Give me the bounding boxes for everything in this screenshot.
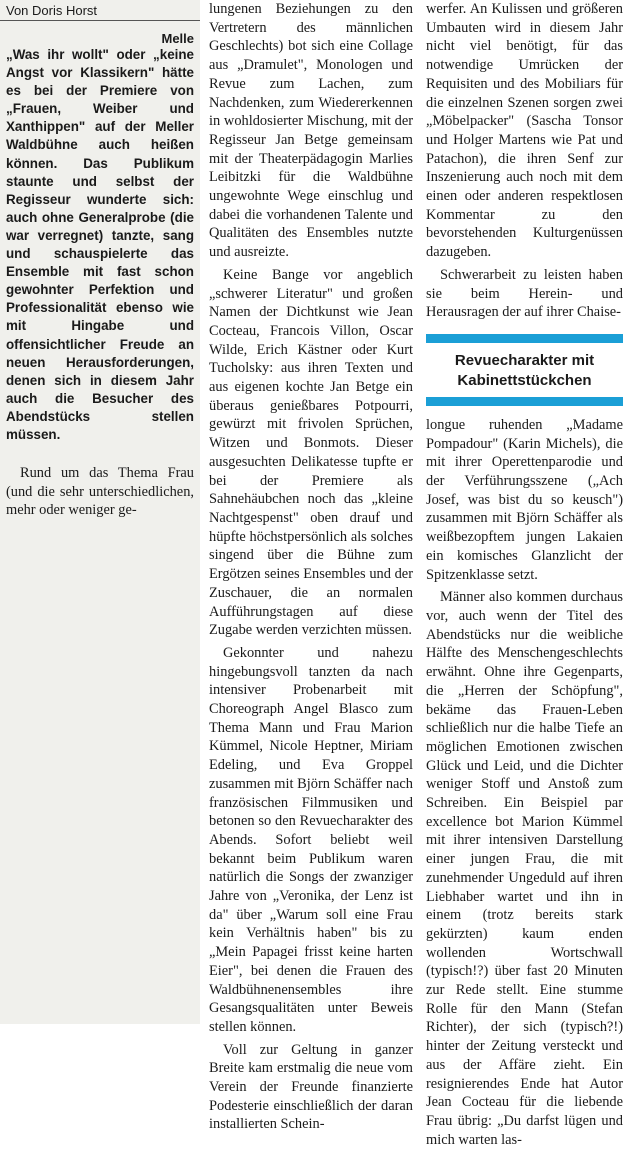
byline: Von Doris Horst bbox=[0, 0, 200, 21]
column-1 bbox=[0, 0, 200, 1024]
body-paragraph: Gekonnter und nahezu hingebungsvoll tanzten da nach intensiver Probenarbeit mit Choreograph Angel Blasco zum Thema Mann und Frau Marion Kümmel, Nicole Heptner, Miriam Edeling, und Eva Groppel zusammen mit Björn Schäffer nach französischen Filmmusiken und betonen so den Revuecharakter des Abends. Sofort beliebt weil bekannt beim Publikum waren natürlich die Songs der zwanziger Jahre von „Veronika, der Lenz ist da" über „Warum soll eine Frau kein Verhältnis haben" bis zu „Mein Papagei frisst keine harten Eier", bei denen die Frauen des Waldbühnenensembles ihre Gesangsqualitäten unter Beweis stellen können. bbox=[209, 644, 413, 1035]
body-paragraph: Voll zur Geltung in ganzer Breite kam erstmalig die neue vom Verein der Freunde finanzierte Podesterie einschließlich der daran installierten Schein- bbox=[209, 1041, 413, 1133]
body-paragraph: Schwerarbeit zu leisten haben sie beim Herein- und Herausragen der auf ihrer Chaise- bbox=[426, 266, 623, 321]
accent-rule-bottom bbox=[426, 397, 623, 406]
body-paragraph: longue ruhenden „Madame Pompadour" (Karin Michels), die mit ihrer Operettenparodie und der Verführungsszene („Ach Josef, was bist du so keusch") zusammen mit Björn Schäffer als weißbezopftem jungen Lakaien ein komisches Glanzlicht der Spitzenklasse setzt. bbox=[426, 416, 623, 583]
column-2 bbox=[205, 0, 417, 1133]
body-paragraph: Rund um das Thema Frau (und die sehr unterschiedlichen, mehr oder weniger ge- bbox=[6, 465, 194, 519]
body-paragraph: Keine Bange vor angeblich „schwerer Literatur" und großen Namen der Dichtkunst wie Jean Cocteau, Francois Villon, Oscar Wilde, Erich Kästner oder Kurt Tucholsky: aus ihren Texten und aus eigenen kochte Jan Betge ein überaus genießbares Potpourri, gewürzt mit frivolen Sprüchen, Witzen und Bonmots. Dieser ausgesuchten Delikatesse tupfte er bei der Premiere als Sahnehäubchen noch das „kleine Nachtgespenst" oben drauf und hüpfte höchstpersönlich als solches singend über die Bühne zum Ergötzen seines Ensembles und der Zuschauer, die an normalen Aufführungstagen auf diese Zugabe werden verzichten müssen. bbox=[209, 266, 413, 639]
dateline: Melle bbox=[161, 31, 194, 46]
body-paragraph: Männer also kommen durchaus vor, auch wenn der Titel des Abendstücks nur die weibliche Hälfte des Menschengeschlechts erwähnt. Ohne ihre Gegenparts, die „Herren der Schöpfung", bekäme das Frauen-Leben schließlich nur die halbe Tiefe an möglichen Emotionen zwischen Glück und Leid, und die Dichter weniger Stoff und Anstoß zum Schreiben. Ein Beispiel par excellence bot Marion Kümmel mit ihrer intensiven Darstellung einer jungen Frau, die mit zunehmender Ungeduld auf ihren Liebhaber wartet und ihn in einem (trotz bereits stark gekürzten) kaum enden wollenden Wortschwall (typisch!?) über fast 20 Minuten zur Rede stellt. Eine stumme Rolle für den Mann (Stefan Richter), der sich (typisch?!) hinter der Zeitung versteckt und aus der Affäre zieht. Ein resignierendes Ende hat Autor Jean Cocteau für die liebende Frau übrig: „Du darfst lügen und mich warten las- bbox=[426, 589, 623, 1148]
column-3 bbox=[422, 0, 627, 1148]
lead-paragraph: „Was ihr wollt" oder „keine Angst vor Klassikern" hätte es bei der Premiere von „Frauen, Weiber und Xanthippen" auf der Meller Waldbühne auch heißen können. Das Publikum staunte und selbst der Regisseur wunderte sich: auch ohne Generalprobe (die war verregnet) tanzte, sang und schauspielerte das Ensemble mit fast schon gewohnter Perfektion und Professionalität ebenso wie mit Hingabe und offensichtlicher Freude an neuen Herausforderungen, denen sich in diesem Jahr auch die Besucher des Abendstücks stellen müssen. bbox=[6, 47, 194, 442]
body-paragraph: werfer. An Kulissen und größeren Umbauten wird in diesem Jahr nicht viel benötigt, für das notwendige Umrücken der Requisiten und des Mobiliars für die einzelnen Szenen sorgen zwei „Möbelpacker" (Sascha Tonsor und Holger Martens wie Pat und Patachon), die ihren Senf zur Inszenierung auch noch mit dem einen oder anderen respektlosen Kommentar zu den bevorstehenden Kulturgenüssen dazugeben. bbox=[426, 1, 623, 261]
subheadline: Revuecharakter mit Kabinettstückchen bbox=[454, 351, 595, 389]
accent-rule-top bbox=[426, 334, 623, 343]
body-paragraph: lungenen Beziehungen zu den Vertretern des männlichen Geschlechts) bot sich eine Collage aus „Dramulet", Monologen und Revue zum Lachen, zum Nachdenken, zum Wiedererkennen in wohldosierter Mischung, mit der Regisseur Jan Betge gemeinsam mit der Theaterpädagogin Marlies Leibitzki für die Waldbühne ungewohnte Wege einschlug und dabei die vorhandenen Talente und Qualitäten des Ensembles nutzte und ausreizte. bbox=[209, 1, 413, 261]
